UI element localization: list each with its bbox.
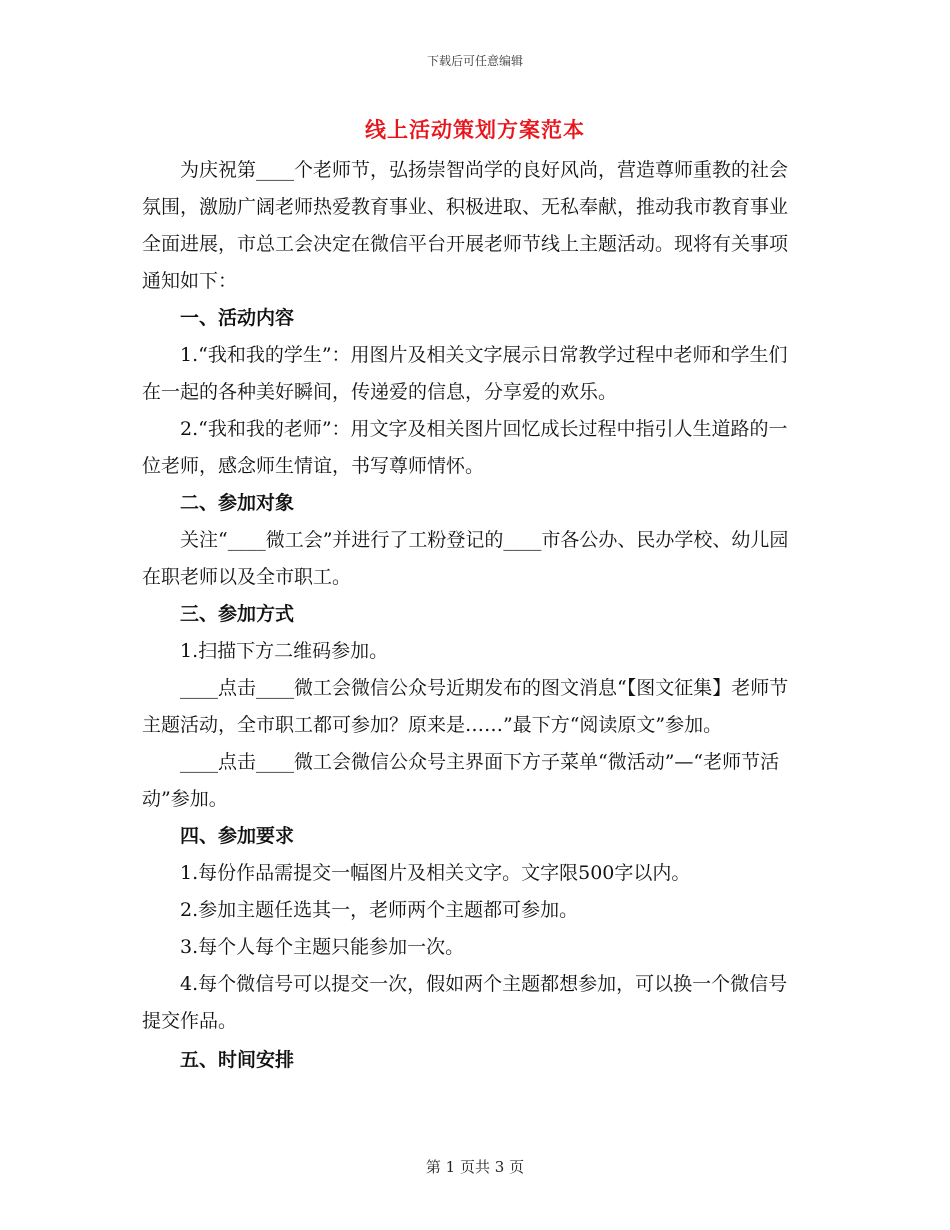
- intro-paragraph: 为庆祝第____个老师节，弘扬崇智尚学的良好风尚，营造尊师重教的社会氛围，激励广阔老师热爱教育事业、积极进取、无私奉献，推动我市教育事业全面进展，市总工会决定在微信平台开展老师节线上主题活动。现将有关事项通知如下：: [142, 159, 789, 292]
- paragraph: 2.参加主题任选其一，老师两个主题都可参加。: [180, 899, 579, 921]
- section-heading-content: 一、活动内容: [180, 307, 295, 329]
- paragraph: 1.每份作品需提交一幅图片及相关文字。文字限500字以内。: [180, 862, 691, 884]
- paragraph: ____点击____微工会微信公众号主界面下方子菜单“微活动”—“老师节活动”参加。: [142, 751, 780, 810]
- document-body: [142, 152, 798, 1079]
- section-heading-method: 三、参加方式: [180, 603, 295, 625]
- section-heading-schedule: 五、时间安排: [180, 1049, 295, 1071]
- paragraph: 4.每个微信号可以提交一次，假如两个主题都想参加，可以换一个微信号提交作品。: [142, 973, 788, 1032]
- page-footer: 第 1 页共 3 页: [425, 1158, 525, 1176]
- paragraph: 3.每个人每个主题只能参加一次。: [180, 936, 465, 958]
- page-header: 下载后可任意编辑: [426, 54, 523, 68]
- paragraph: 1.扫描下方二维码参加。: [180, 640, 389, 662]
- paragraph: 1.“我和我的学生”：用图片及相关文字展示日常教学过程中老师和学生们在一起的各种美好瞬间，传递爱的信息，分享爱的欢乐。: [142, 344, 788, 403]
- section-heading-requirements: 四、参加要求: [180, 825, 295, 847]
- section-heading-participants: 二、参加对象: [180, 492, 295, 514]
- paragraph: ____点击____微工会微信公众号近期发布的图文消息“【图文征集】老师节主题活动，全市职工都可参加？原来是……”最下方“阅读原文”参加。: [142, 677, 789, 736]
- document-title: 线上活动策划方案范本: [365, 117, 585, 142]
- paragraph: 2.“我和我的老师”：用文字及相关图片回忆成长过程中指引人生道路的一位老师，感念师生情谊，书写尊师情怀。: [142, 418, 788, 477]
- paragraph: 关注“____微工会”并进行了工粉登记的____市各公办、民办学校、幼儿园在职老师以及全市职工。: [142, 529, 789, 588]
